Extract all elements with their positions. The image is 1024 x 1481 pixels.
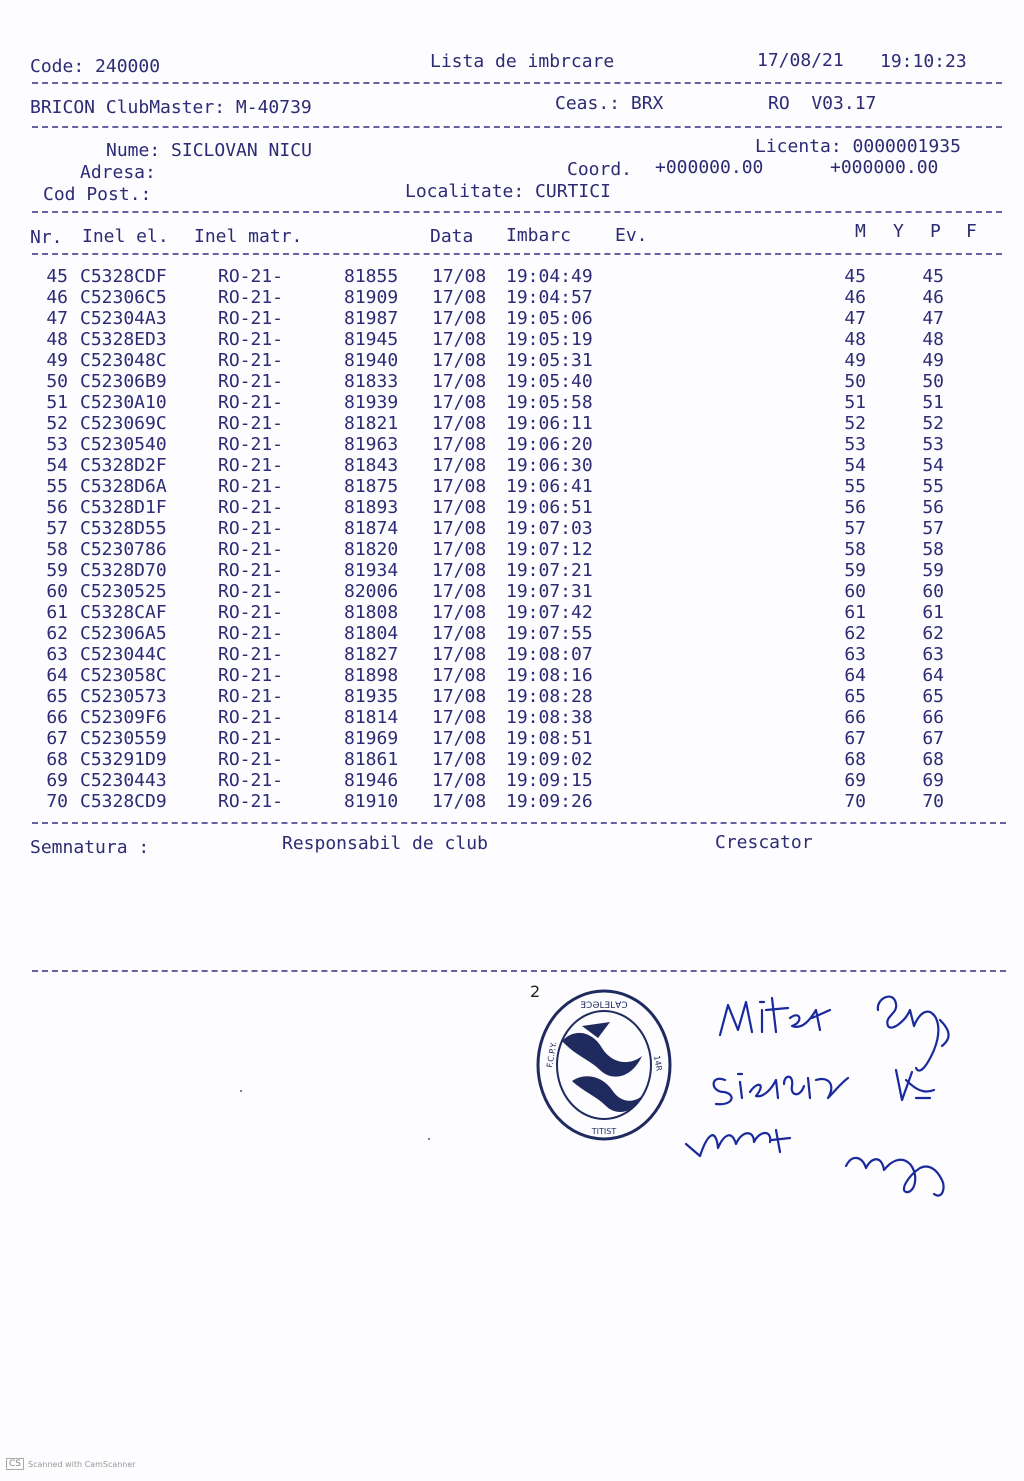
table-row (0, 644, 1024, 665)
row-date: 17/08 (432, 728, 487, 749)
row-time: 19:05:06 (506, 308, 593, 329)
row-nr: 51 (46, 392, 68, 413)
row-nr: 53 (46, 434, 68, 455)
row-p: 58 (922, 539, 944, 560)
row-m: 48 (844, 329, 866, 350)
row-p: 51 (922, 392, 944, 413)
row-ring-prefix: RO-21- (218, 791, 284, 812)
row-date: 17/08 (432, 434, 487, 455)
row-nr: 65 (46, 686, 68, 707)
row-p: 47 (922, 308, 944, 329)
divider (32, 253, 1002, 255)
row-p: 54 (922, 455, 944, 476)
row-nr: 56 (46, 497, 68, 518)
row-ring-number: 81833 (344, 371, 399, 392)
row-ring-number: 81946 (344, 770, 399, 791)
row-ring-number: 81821 (344, 413, 399, 434)
row-p: 61 (922, 602, 944, 623)
row-electronic-ring: C523044C (80, 644, 167, 665)
row-nr: 66 (46, 707, 68, 728)
license-number: Licenta: 0000001935 (755, 136, 961, 157)
row-p: 69 (922, 770, 944, 791)
row-ring-number: 81861 (344, 749, 399, 770)
row-ring-number: 81945 (344, 329, 399, 350)
row-p: 65 (922, 686, 944, 707)
row-m: 45 (844, 266, 866, 287)
table-row (0, 329, 1024, 350)
row-nr: 68 (46, 749, 68, 770)
row-electronic-ring: C52306A5 (80, 623, 167, 644)
row-m: 46 (844, 287, 866, 308)
row-nr: 52 (46, 413, 68, 434)
table-row (0, 539, 1024, 560)
row-nr: 69 (46, 770, 68, 791)
col-p: P (930, 221, 941, 242)
row-time: 19:08:38 (506, 707, 593, 728)
row-ring-number: 81935 (344, 686, 399, 707)
row-nr: 64 (46, 665, 68, 686)
row-ring-prefix: RO-21- (218, 518, 284, 539)
row-electronic-ring: C5328D55 (80, 518, 167, 539)
svg-text:ƎƆƏLƎL∀Ɔ: ƎƆƏLƎL∀Ɔ (580, 1001, 628, 1011)
row-time: 19:07:03 (506, 518, 593, 539)
row-electronic-ring: C5230540 (80, 434, 167, 455)
row-m: 54 (844, 455, 866, 476)
row-date: 17/08 (432, 518, 487, 539)
row-nr: 57 (46, 518, 68, 539)
coord-label: Coord. (567, 159, 633, 180)
row-date: 17/08 (432, 392, 487, 413)
row-electronic-ring: C5328CDF (80, 266, 167, 287)
row-p: 63 (922, 644, 944, 665)
table-row (0, 665, 1024, 686)
row-time: 19:07:21 (506, 560, 593, 581)
row-time: 19:04:49 (506, 266, 593, 287)
row-date: 17/08 (432, 308, 487, 329)
row-date: 17/08 (432, 560, 487, 581)
svg-text:TITIST: TITIST (591, 1127, 617, 1136)
row-ring-prefix: RO-21- (218, 497, 284, 518)
row-date: 17/08 (432, 287, 487, 308)
row-electronic-ring: C523048C (80, 350, 167, 371)
header-time: 19:10:23 (880, 51, 967, 72)
row-date: 17/08 (432, 665, 487, 686)
row-nr: 48 (46, 329, 68, 350)
row-date: 17/08 (432, 539, 487, 560)
row-p: 50 (922, 371, 944, 392)
scanner-watermark (6, 1458, 136, 1470)
club-stamp (532, 986, 677, 1144)
row-date: 17/08 (432, 581, 487, 602)
row-p: 62 (922, 623, 944, 644)
row-m: 67 (844, 728, 866, 749)
row-nr: 58 (46, 539, 68, 560)
table-row (0, 686, 1024, 707)
row-p: 55 (922, 476, 944, 497)
row-nr: 60 (46, 581, 68, 602)
table-row (0, 497, 1024, 518)
row-ring-prefix: RO-21- (218, 560, 284, 581)
row-electronic-ring: C523058C (80, 665, 167, 686)
row-date: 17/08 (432, 266, 487, 287)
row-electronic-ring: C5230559 (80, 728, 167, 749)
row-electronic-ring: C52309F6 (80, 707, 167, 728)
row-electronic-ring: C5328ED3 (80, 329, 167, 350)
row-ring-prefix: RO-21- (218, 476, 284, 497)
row-date: 17/08 (432, 623, 487, 644)
row-time: 19:07:42 (506, 602, 593, 623)
row-date: 17/08 (432, 770, 487, 791)
row-date: 17/08 (432, 497, 487, 518)
col-ev: Ev. (615, 225, 648, 246)
row-electronic-ring: C5230573 (80, 686, 167, 707)
table-row (0, 413, 1024, 434)
row-ring-prefix: RO-21- (218, 308, 284, 329)
row-electronic-ring: C52306B9 (80, 371, 167, 392)
row-nr: 47 (46, 308, 68, 329)
row-m: 53 (844, 434, 866, 455)
row-ring-prefix: RO-21- (218, 749, 284, 770)
row-ring-number: 81934 (344, 560, 399, 581)
col-inel-el: Inel el. (82, 226, 169, 247)
row-date: 17/08 (432, 455, 487, 476)
row-electronic-ring: C5328D2F (80, 455, 167, 476)
col-imbarc: Imbarc (506, 225, 572, 246)
row-electronic-ring: C523069C (80, 413, 167, 434)
table-row (0, 749, 1024, 770)
row-electronic-ring: C5230443 (80, 770, 167, 791)
row-date: 17/08 (432, 749, 487, 770)
row-electronic-ring: C5328D70 (80, 560, 167, 581)
table-body (0, 266, 1024, 812)
row-nr: 59 (46, 560, 68, 581)
row-p: 49 (922, 350, 944, 371)
row-ring-number: 81963 (344, 434, 399, 455)
row-m: 62 (844, 623, 866, 644)
row-p: 57 (922, 518, 944, 539)
row-time: 19:05:31 (506, 350, 593, 371)
row-nr: 50 (46, 371, 68, 392)
row-ring-prefix: RO-21- (218, 371, 284, 392)
row-nr: 61 (46, 602, 68, 623)
row-electronic-ring: C52304A3 (80, 308, 167, 329)
row-electronic-ring: C5230A10 (80, 392, 167, 413)
row-electronic-ring: C5230525 (80, 581, 167, 602)
row-m: 47 (844, 308, 866, 329)
row-ring-prefix: RO-21- (218, 434, 284, 455)
table-row (0, 560, 1024, 581)
scan-speck (428, 1138, 430, 1140)
row-p: 64 (922, 665, 944, 686)
row-ring-prefix: RO-21- (218, 623, 284, 644)
row-ring-prefix: RO-21- (218, 581, 284, 602)
scanner-badge: CS (6, 1458, 24, 1470)
table-row (0, 770, 1024, 791)
row-date: 17/08 (432, 476, 487, 497)
row-time: 19:06:30 (506, 455, 593, 476)
row-p: 45 (922, 266, 944, 287)
row-m: 59 (844, 560, 866, 581)
row-time: 19:07:12 (506, 539, 593, 560)
row-electronic-ring: C52306C5 (80, 287, 167, 308)
row-nr: 62 (46, 623, 68, 644)
table-row (0, 791, 1024, 812)
row-date: 17/08 (432, 371, 487, 392)
row-p: 68 (922, 749, 944, 770)
row-p: 66 (922, 707, 944, 728)
row-ring-number: 81893 (344, 497, 399, 518)
row-time: 19:09:15 (506, 770, 593, 791)
row-nr: 55 (46, 476, 68, 497)
row-date: 17/08 (432, 602, 487, 623)
row-m: 68 (844, 749, 866, 770)
row-m: 60 (844, 581, 866, 602)
row-time: 19:06:20 (506, 434, 593, 455)
row-nr: 70 (46, 791, 68, 812)
row-m: 66 (844, 707, 866, 728)
table-row (0, 392, 1024, 413)
address-label: Adresa: (80, 162, 156, 183)
row-p: 60 (922, 581, 944, 602)
row-m: 56 (844, 497, 866, 518)
row-ring-number: 81804 (344, 623, 399, 644)
row-time: 19:09:26 (506, 791, 593, 812)
row-m: 52 (844, 413, 866, 434)
row-ring-prefix: RO-21- (218, 644, 284, 665)
row-date: 17/08 (432, 329, 487, 350)
row-time: 19:06:41 (506, 476, 593, 497)
row-ring-prefix: RO-21- (218, 413, 284, 434)
divider (32, 126, 1002, 128)
row-nr: 54 (46, 455, 68, 476)
row-electronic-ring: C5328D6A (80, 476, 167, 497)
row-m: 70 (844, 791, 866, 812)
row-ring-number: 81875 (344, 476, 399, 497)
row-p: 52 (922, 413, 944, 434)
row-ring-prefix: RO-21- (218, 728, 284, 749)
row-ring-prefix: RO-21- (218, 707, 284, 728)
row-ring-number: 81808 (344, 602, 399, 623)
col-data: Data (430, 226, 474, 247)
row-time: 19:05:19 (506, 329, 593, 350)
divider (32, 970, 1006, 972)
row-ring-number: 81827 (344, 644, 399, 665)
table-row (0, 707, 1024, 728)
signature-label: Semnatura : (30, 837, 150, 858)
row-ring-number: 81910 (344, 791, 399, 812)
row-m: 55 (844, 476, 866, 497)
row-ring-number: 82006 (344, 581, 399, 602)
row-date: 17/08 (432, 707, 487, 728)
table-row (0, 308, 1024, 329)
row-time: 19:04:57 (506, 287, 593, 308)
scanner-text: Scanned with CamScanner (28, 1459, 136, 1469)
col-f: F (966, 221, 977, 242)
row-m: 57 (844, 518, 866, 539)
row-time: 19:06:11 (506, 413, 593, 434)
row-p: 67 (922, 728, 944, 749)
page-number: 2 (530, 982, 541, 1001)
table-row (0, 602, 1024, 623)
code-label: Code: 240000 (30, 56, 161, 77)
row-ring-number: 81855 (344, 266, 399, 287)
row-electronic-ring: C53291D9 (80, 749, 167, 770)
row-nr: 63 (46, 644, 68, 665)
row-time: 19:07:55 (506, 623, 593, 644)
row-p: 53 (922, 434, 944, 455)
table-row (0, 371, 1024, 392)
row-m: 50 (844, 371, 866, 392)
row-m: 51 (844, 392, 866, 413)
row-ring-number: 81843 (344, 455, 399, 476)
row-ring-prefix: RO-21- (218, 539, 284, 560)
row-ring-prefix: RO-21- (218, 329, 284, 350)
row-electronic-ring: C5230786 (80, 539, 167, 560)
row-ring-number: 81814 (344, 707, 399, 728)
coord-y: +000000.00 (830, 157, 939, 178)
row-date: 17/08 (432, 350, 487, 371)
col-inel-matr: Inel matr. (194, 226, 303, 247)
table-row (0, 266, 1024, 287)
divider (32, 822, 1006, 824)
row-ring-prefix: RO-21- (218, 770, 284, 791)
row-time: 19:05:40 (506, 371, 593, 392)
row-time: 19:08:28 (506, 686, 593, 707)
row-time: 19:05:58 (506, 392, 593, 413)
row-m: 61 (844, 602, 866, 623)
row-ring-prefix: RO-21- (218, 602, 284, 623)
handwritten-signatures (680, 980, 980, 1220)
row-ring-number: 81820 (344, 539, 399, 560)
col-m: M (855, 221, 866, 242)
postal-code-label: Cod Post.: (43, 184, 152, 205)
row-nr: 46 (46, 287, 68, 308)
header-date: 17/08/21 (757, 50, 844, 71)
row-ring-number: 81987 (344, 308, 399, 329)
table-row (0, 434, 1024, 455)
row-ring-number: 81969 (344, 728, 399, 749)
row-time: 19:08:51 (506, 728, 593, 749)
row-date: 17/08 (432, 686, 487, 707)
row-time: 19:06:51 (506, 497, 593, 518)
row-m: 65 (844, 686, 866, 707)
divider (32, 211, 1002, 213)
row-p: 59 (922, 560, 944, 581)
table-row (0, 350, 1024, 371)
row-time: 19:09:02 (506, 749, 593, 770)
row-ring-number: 81909 (344, 287, 399, 308)
row-p: 46 (922, 287, 944, 308)
table-row (0, 476, 1024, 497)
row-ring-prefix: RO-21- (218, 350, 284, 371)
coord-x: +000000.00 (655, 157, 764, 178)
row-ring-prefix: RO-21- (218, 686, 284, 707)
row-electronic-ring: C5328D1F (80, 497, 167, 518)
row-electronic-ring: C5328CAF (80, 602, 167, 623)
table-row (0, 581, 1024, 602)
row-p: 70 (922, 791, 944, 812)
row-m: 63 (844, 644, 866, 665)
row-p: 48 (922, 329, 944, 350)
row-ring-prefix: RO-21- (218, 455, 284, 476)
row-m: 69 (844, 770, 866, 791)
club-responsible-label: Responsabil de club (282, 833, 488, 854)
row-m: 49 (844, 350, 866, 371)
row-nr: 45 (46, 266, 68, 287)
scan-speck (240, 1090, 242, 1092)
row-ring-number: 81898 (344, 665, 399, 686)
table-row (0, 518, 1024, 539)
clock-label: Ceas.: BRX (555, 93, 664, 114)
row-ring-prefix: RO-21- (218, 665, 284, 686)
table-row (0, 287, 1024, 308)
row-ring-prefix: RO-21- (218, 287, 284, 308)
table-row (0, 455, 1024, 476)
locality: Localitate: CURTICI (405, 181, 611, 202)
row-electronic-ring: C5328CD9 (80, 791, 167, 812)
table-row (0, 623, 1024, 644)
row-ring-number: 81940 (344, 350, 399, 371)
row-nr: 49 (46, 350, 68, 371)
svg-text:14R: 14R (652, 1054, 664, 1072)
row-nr: 67 (46, 728, 68, 749)
version-label: RO V03.17 (768, 93, 877, 114)
row-date: 17/08 (432, 644, 487, 665)
row-p: 56 (922, 497, 944, 518)
divider (32, 82, 1002, 84)
breeder-label: Crescator (715, 832, 813, 853)
row-time: 19:08:07 (506, 644, 593, 665)
owner-name: Nume: SICLOVAN NICU (106, 140, 312, 161)
row-date: 17/08 (432, 791, 487, 812)
row-m: 64 (844, 665, 866, 686)
row-ring-number: 81874 (344, 518, 399, 539)
svg-text:F.C.P.Y.: F.C.P.Y. (545, 1041, 559, 1069)
col-nr: Nr. (30, 227, 63, 248)
row-time: 19:08:16 (506, 665, 593, 686)
col-y: Y (893, 221, 904, 242)
row-m: 58 (844, 539, 866, 560)
document-title: Lista de imbrcare (430, 51, 615, 72)
row-ring-number: 81939 (344, 392, 399, 413)
row-ring-prefix: RO-21- (218, 266, 284, 287)
row-time: 19:07:31 (506, 581, 593, 602)
club-label: BRICON ClubMaster: M-40739 (30, 97, 312, 118)
row-ring-prefix: RO-21- (218, 392, 284, 413)
row-date: 17/08 (432, 413, 487, 434)
table-row (0, 728, 1024, 749)
